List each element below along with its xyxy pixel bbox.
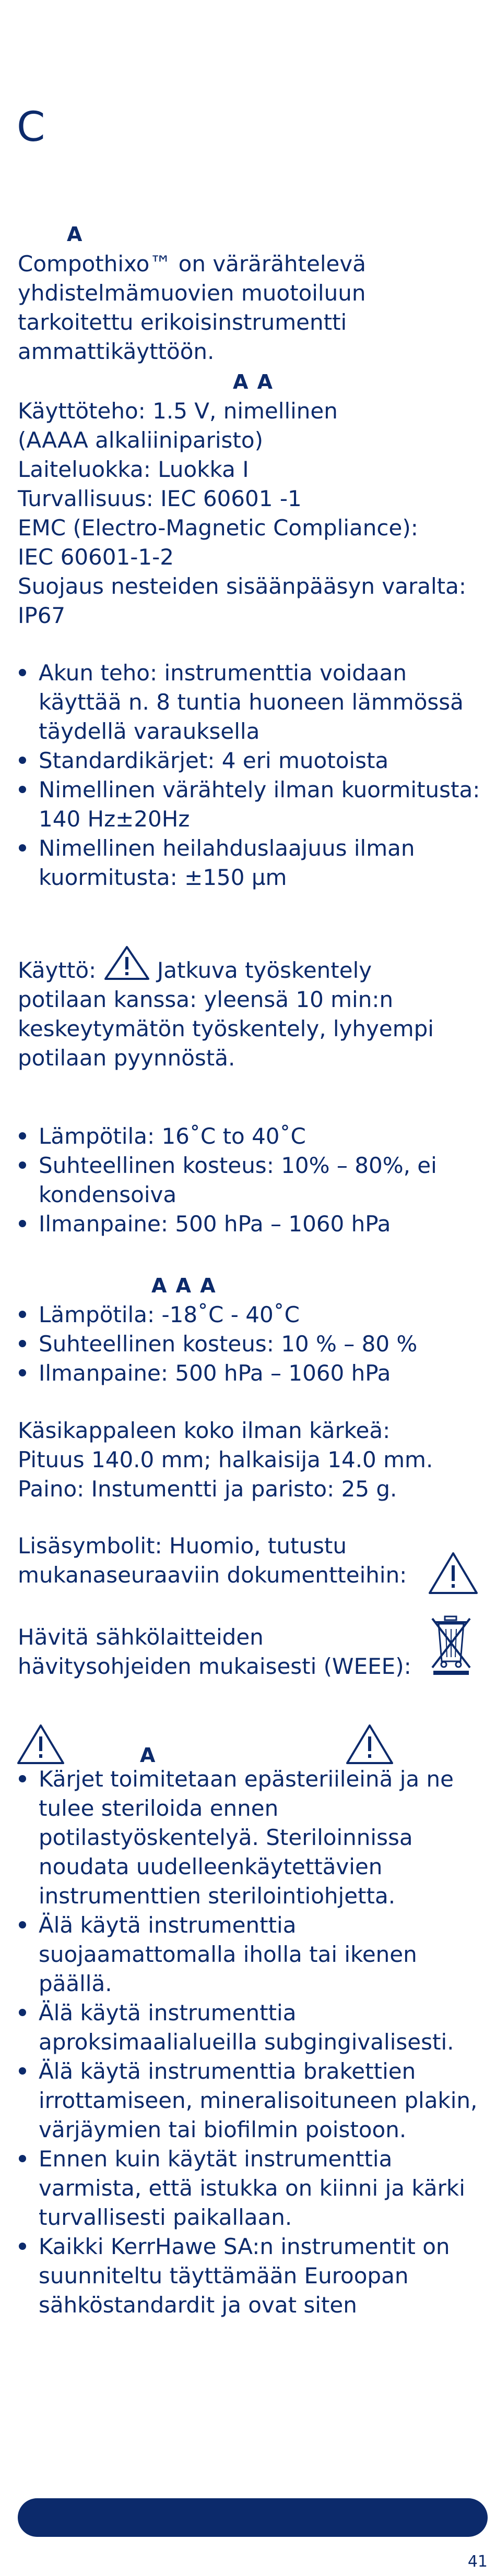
warning-item: Älä käytä instrumenttia brakettien irrottamiseen, mineralisoituneen plakin, värjäymien tai biofilmin poistoon. (18, 2057, 482, 2144)
warning-item: Älä käytä instrumenttia suojaamattomalla iholla tai ikenen päällä. (18, 1911, 482, 1998)
warning-triangle-icon (345, 1723, 395, 1766)
spec-line: IP67 (18, 603, 66, 628)
spec-line: Suojaus nesteiden sisäänpääsyn varalta: (18, 573, 467, 599)
warning-item: Kaikki KerrHawe SA:n instrumentit on suunniteltu täyttämään Euroopan sähköstandardit ja ovat siten (18, 2232, 482, 2320)
intro-paragraph (18, 249, 482, 366)
spec-line: (AAAA alkaliiniparisto) (18, 427, 263, 453)
dimension-line: Käsikappaleen koko ilman kärkeä: (18, 1418, 391, 1443)
weee-symbol-text: Hävitä sähkölaitteiden hävitysohjeiden mukaisesti (WEEE): (18, 1624, 411, 1679)
warning-item: Kärjet toimitetaan epästeriileinä ja ne tulee steriloida ennen potilastyöskentelyä. Steriloinnissa noudata uudelleenkäytettävien instrumenttien sterilointiohjetta. (18, 1765, 482, 1911)
storage-item: Suhteellinen kosteus: 10 % – 80 % (18, 1329, 482, 1359)
storage-conditions (18, 1300, 482, 1388)
condition-item: Ilmanpaine: 500 hPa – 1060 hPa (18, 1209, 482, 1239)
caution-symbol-text: Lisäsymbolit: Huomio, tutustu mukanaseuraaviin dokumentteihin: (18, 1533, 407, 1588)
spec-line: IEC 60601-1-2 (18, 544, 174, 570)
storage-item: Lämpötila: -18˚C - 40˚C (18, 1300, 482, 1329)
dimensions-block (18, 1416, 482, 1504)
feature-item: Nimellinen värähtely ilman kuormitusta: 140 Hz±20Hz (18, 775, 482, 834)
feature-item: Standardikärjet: 4 eri muotoista (18, 746, 482, 775)
section-letter: C (17, 104, 45, 151)
feature-item: Nimellinen heilahduslaajuus ilman kuormitusta: ±150 µm (18, 834, 482, 892)
usage-first-line (18, 944, 482, 985)
storage-heading: A A A (151, 1274, 217, 1297)
warning-item: Älä käytä instrumenttia aproksimaalialueilla subgingivalisesti. (18, 1998, 482, 2057)
intro-text: Compothixo™ on värärähtelevä yhdistelmämuovien muotoiluun tarkoitettu erikoisinstrumentti ammattikäyttöön. (18, 251, 366, 364)
dimension-line: Pituus 140.0 mm; halkaisija 14.0 mm. (18, 1447, 433, 1472)
condition-item: Suhteellinen kosteus: 10% – 80%, ei kondensoiva (18, 1151, 482, 1209)
usage-block (18, 944, 482, 1073)
storage-item: Ilmanpaine: 500 hPa – 1060 hPa (18, 1359, 482, 1388)
usage-text-start: Jatkuva työskentely (157, 957, 372, 983)
warnings-block (18, 1765, 482, 2320)
condition-item: Lämpötila: 16˚C to 40˚C (18, 1122, 482, 1151)
features-block (18, 658, 482, 892)
usage-text-rest: potilaan kanssa: yleensä 10 min:n keskeytymätön työskentely, lyhyempi potilaan pyynnöstä. (18, 987, 434, 1071)
feature-item: Akun teho: instrumenttia voidaan käyttää n. 8 tuntia huoneen lämmössä täydellä varauksella (18, 658, 482, 746)
warning-triangle-icon (16, 1723, 66, 1766)
intro-heading: A (67, 223, 84, 246)
operating-conditions (18, 1122, 482, 1239)
weee-bin-icon (429, 1613, 473, 1676)
specs-heading: A A (233, 370, 274, 393)
dimension-line: Paino: Instumentti ja paristo: 25 g. (18, 1476, 397, 1502)
spec-line: EMC (Electro-Magnetic Compliance): (18, 515, 418, 541)
warning-triangle-icon (103, 944, 150, 981)
warnings-heading: A (140, 1744, 157, 1767)
page-number: 41 (467, 2553, 488, 2571)
warning-item: Ennen kuin käytät instrumenttia varmista, että istukka on kiinni ja kärki turvallisesti paikallaan. (18, 2144, 482, 2232)
footer-bar (18, 2498, 488, 2537)
spec-line: Laiteluokka: Luokka I (18, 457, 249, 482)
specs-block (18, 397, 482, 630)
usage-label: Käyttö: (18, 957, 97, 983)
warning-triangle-icon (427, 1551, 479, 1596)
spec-line: Turvallisuus: IEC 60601 -1 (18, 486, 302, 511)
spec-line: Käyttöteho: 1.5 V, nimellinen (18, 398, 338, 424)
